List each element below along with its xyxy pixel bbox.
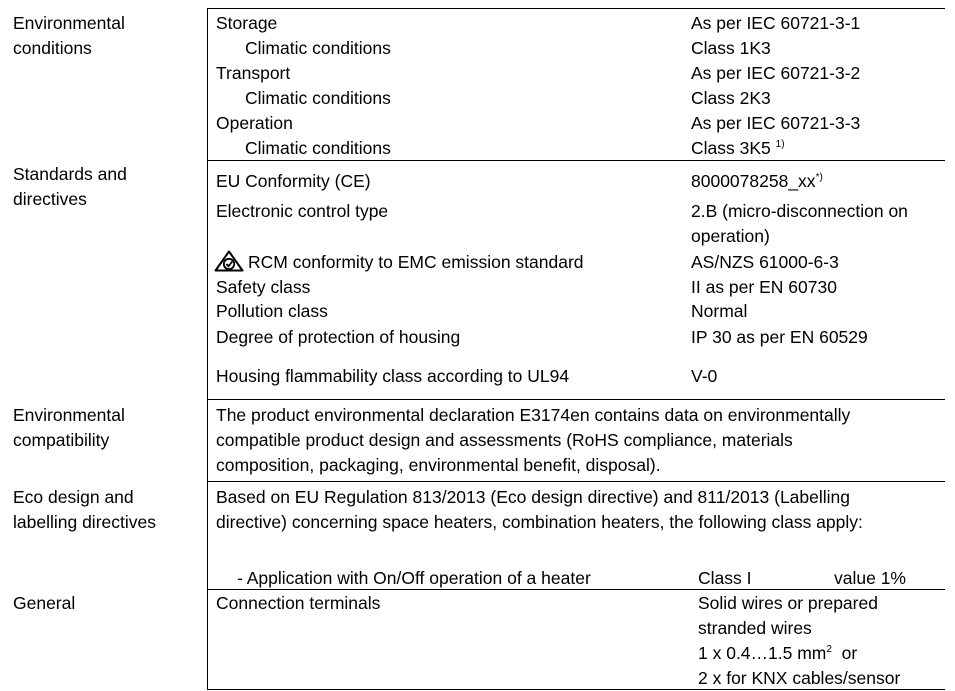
param-control-type: Electronic control type (216, 201, 389, 221)
section-label: Environmental (13, 405, 125, 425)
section-label: conditions (13, 38, 92, 58)
value-flammability: V-0 (691, 366, 718, 386)
value-text: or (831, 643, 858, 663)
value-line: 2 x for KNX cables/sensor (698, 668, 901, 688)
eco-class: Class I (698, 568, 752, 588)
param-connection-terminals: Connection terminals (216, 593, 381, 613)
value-text: 8000078258_xx (691, 171, 816, 191)
superscript: 2 (826, 644, 832, 655)
section-label: General (13, 593, 76, 613)
paragraph-line: Based on EU Regulation 813/2013 (Eco design directive) and 811/2013 (Labelling (216, 487, 850, 507)
footnote-mark: *) (815, 172, 823, 183)
value-transport: As per IEC 60721-3-2 (691, 63, 861, 83)
value-text: 1 x 0.4…1.5 mm (698, 643, 827, 663)
paragraph-line: composition, packaging, environmental benefit, disposal). (216, 455, 661, 475)
section-label: Environmental (13, 13, 125, 33)
value-line (698, 641, 857, 666)
value-safety-class: II as per EN 60730 (691, 277, 837, 297)
value-control-type: 2.B (micro-disconnection on (691, 201, 908, 221)
param-climatic: Climatic conditions (245, 138, 391, 158)
param-transport: Transport (216, 63, 291, 83)
paragraph-line: directive) concerning space heaters, combination heaters, the following class apply: (216, 512, 863, 532)
value-text: Class 3K5 (691, 138, 771, 158)
param-protection: Degree of protection of housing (216, 327, 461, 347)
value-ce (691, 169, 823, 194)
value-line: Solid wires or prepared (698, 593, 878, 613)
paragraph-line: compatible product design and assessments (RoHS compliance, materials (216, 430, 793, 450)
param-climatic: Climatic conditions (245, 38, 391, 58)
param-flammability: Housing flammability class according to UL94 (216, 366, 570, 386)
param-text: RCM conformity to EMC emission standard (248, 252, 584, 272)
value-climatic (691, 136, 785, 161)
rule-standards-end (207, 399, 945, 400)
param-pollution-class: Pollution class (216, 301, 328, 321)
param-operation: Operation (216, 113, 293, 133)
param-climatic: Climatic conditions (245, 88, 391, 108)
eco-value: value 1% (834, 568, 906, 588)
value-climatic: Class 2K3 (691, 88, 771, 108)
section-label: Eco design and (13, 487, 134, 507)
value-storage: As per IEC 60721-3-1 (691, 13, 861, 33)
value-rcm: AS/NZS 61000-6-3 (691, 252, 839, 272)
value-pollution-class: Normal (691, 301, 748, 321)
section-label: compatibility (13, 430, 110, 450)
value-operation: As per IEC 60721-3-3 (691, 113, 861, 133)
footnote-mark: 1) (775, 139, 785, 150)
section-label: directives (13, 189, 87, 209)
column-divider (207, 8, 208, 690)
rule-top (207, 8, 945, 9)
paragraph-line: The product environmental declaration E3174en contains data on environmentally (216, 405, 851, 425)
param-ce: EU Conformity (CE) (216, 171, 371, 191)
param-storage: Storage (216, 13, 278, 33)
value-climatic: Class 1K3 (691, 38, 771, 58)
value-protection: IP 30 as per EN 60529 (691, 327, 868, 347)
section-label: labelling directives (13, 512, 156, 532)
section-label: Standards and (13, 164, 127, 184)
rule-envcompat-end (207, 481, 945, 482)
value-control-type: operation) (691, 226, 770, 246)
eco-item: - Application with On/Off operation of a heater (237, 568, 591, 588)
param-safety-class: Safety class (216, 277, 311, 297)
value-line: stranded wires (698, 618, 812, 638)
